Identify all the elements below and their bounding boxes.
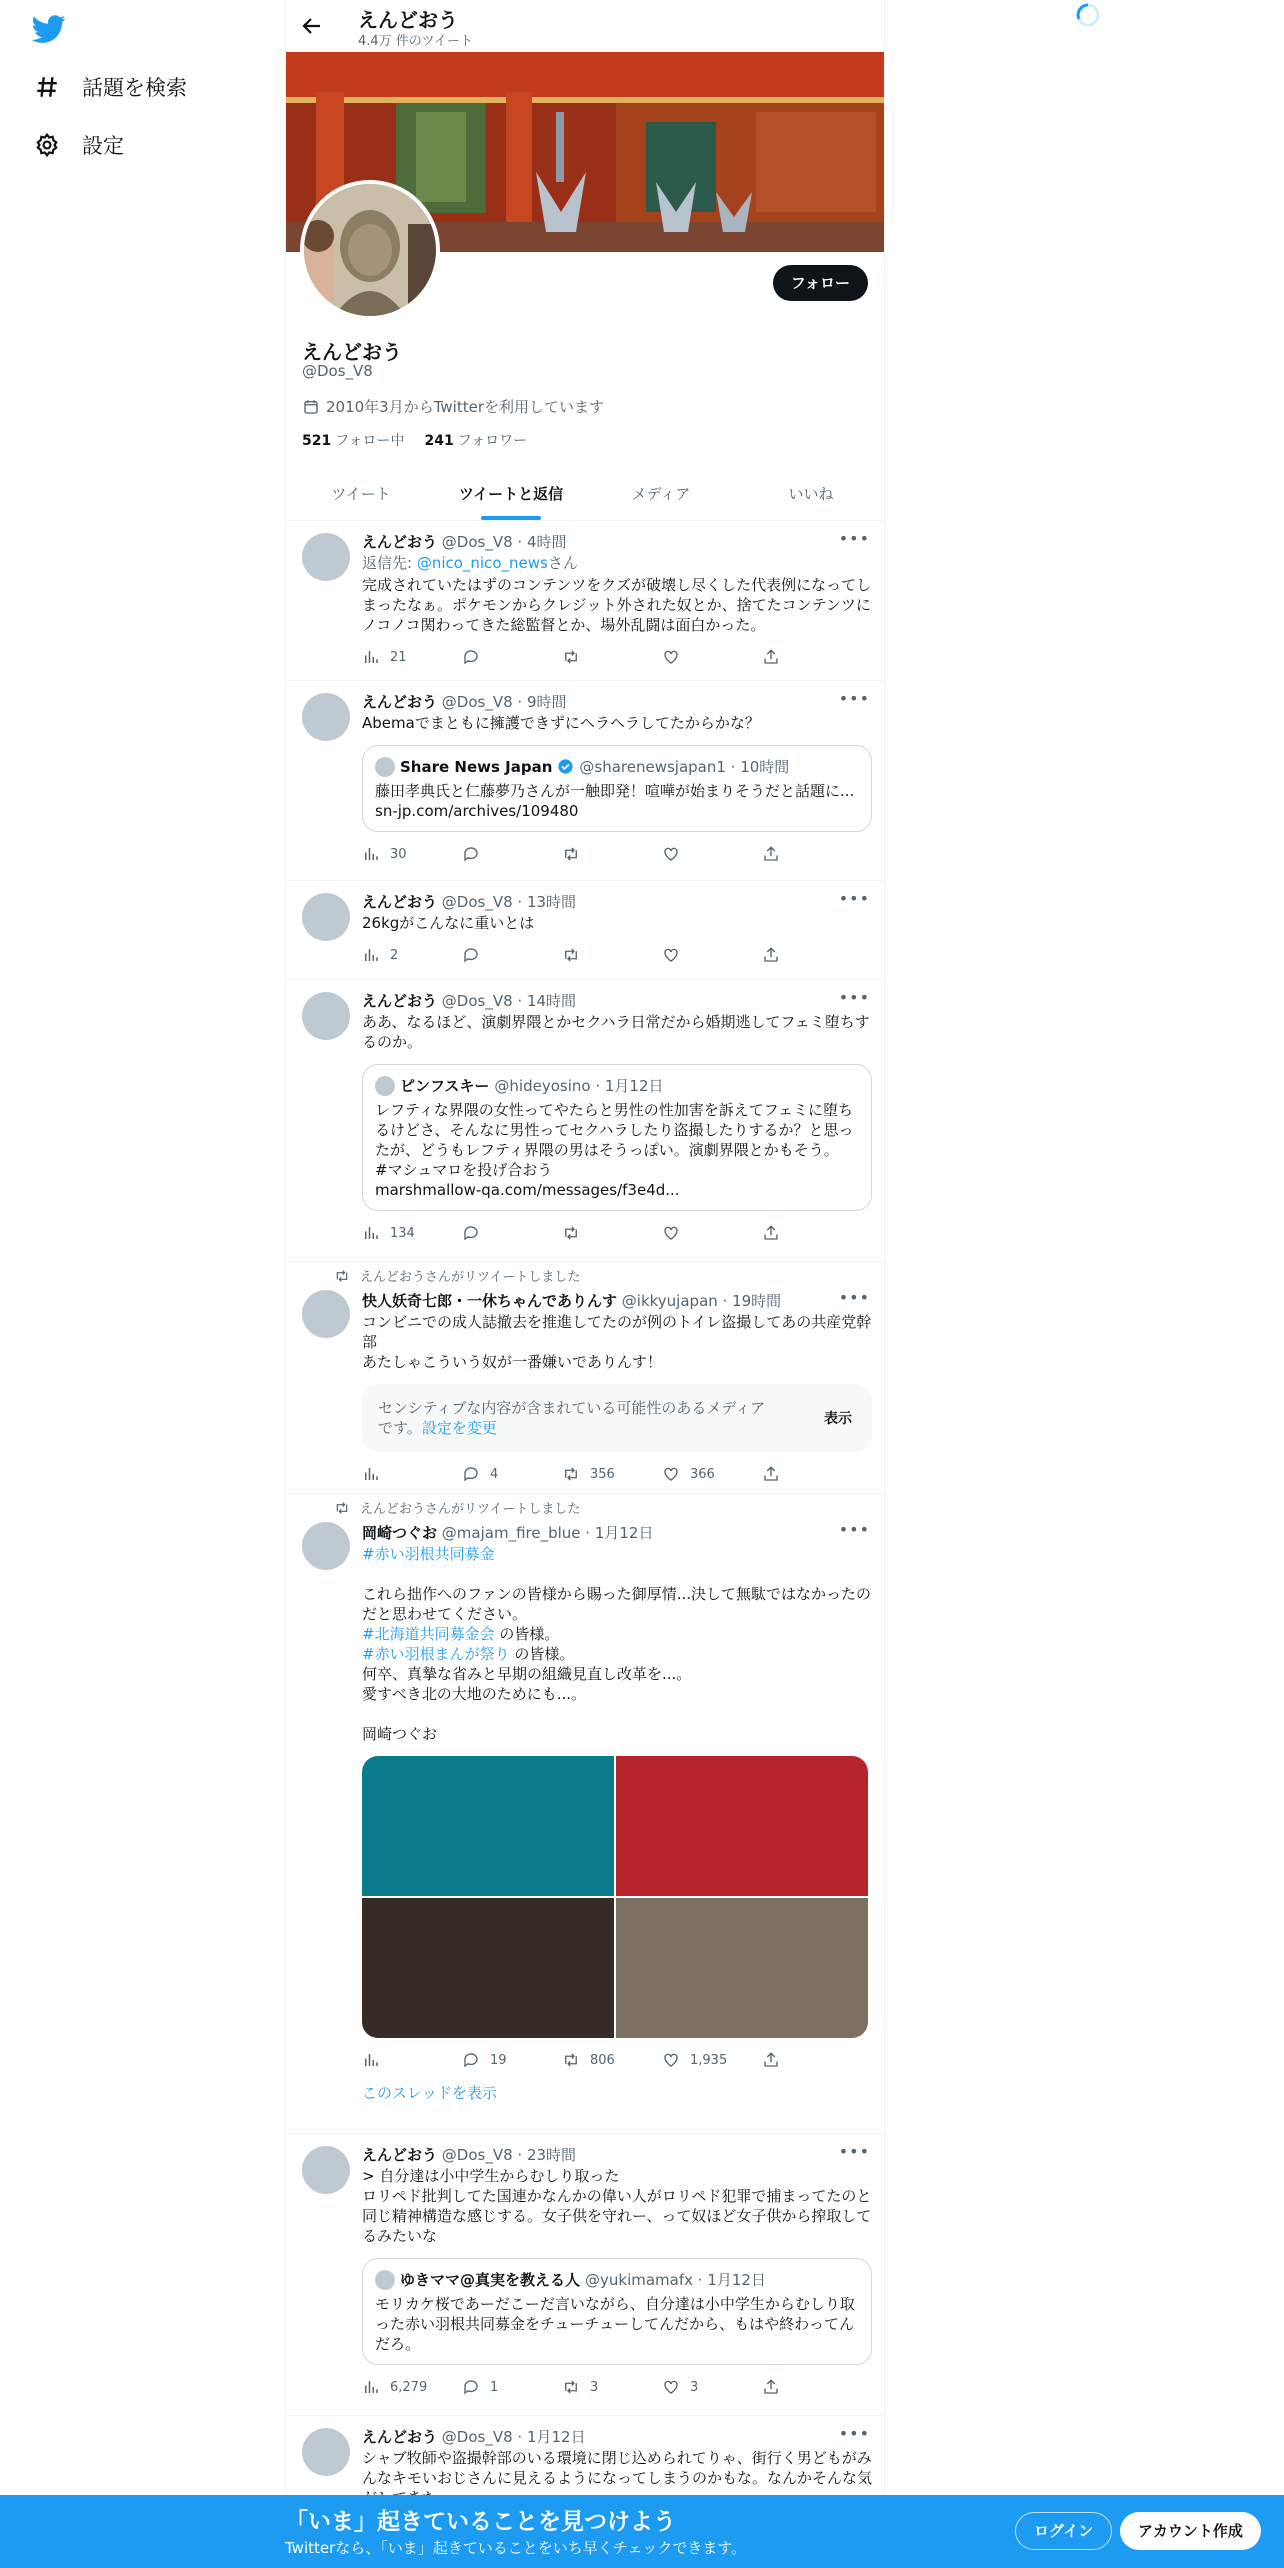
share-icon [762,2378,780,2396]
reply-handle-link[interactable]: @nico_nico_news [416,554,548,572]
views-button[interactable] [362,845,462,863]
tweet-author-name[interactable]: えんどおう [362,533,438,551]
reply-icon [462,845,480,863]
reply-icon [462,2378,480,2396]
following-count: 521 [302,433,332,449]
quote-tweet[interactable] [362,1064,872,1211]
following-label: フォロー中 [335,433,405,449]
quote-meta: @hideyosino · 1月12日 [494,1077,664,1095]
tweet-text: 26kgがこんなに重いとは [362,914,535,932]
heart-icon [662,946,680,964]
quote-author-name: Share News Japan [400,757,553,776]
quote-tweet[interactable] [362,745,872,832]
reply-button[interactable] [462,2378,562,2396]
views-icon [362,845,380,863]
retweet-icon [562,648,580,666]
sensitive-media-text [378,1398,778,1438]
heart-icon [662,1465,680,1483]
tweet-actions [362,647,872,667]
retweet-button[interactable] [562,845,662,863]
reply-count: 19 [490,2052,507,2068]
reply-button[interactable] [462,1465,562,1483]
media-image[interactable] [362,1756,614,1896]
reply-icon [462,1224,480,1242]
media-image[interactable] [362,1898,614,2038]
tweet-author-name[interactable]: えんどおう [362,893,438,911]
loading-spinner-icon [1075,2,1101,28]
tab-tweets[interactable]: ツイート [331,485,391,503]
profile-avatar[interactable] [300,180,440,320]
tweet-actions [362,1223,872,1243]
share-button[interactable] [762,1465,780,1483]
profile-name: えんどおう [302,340,402,364]
like-count: 3 [690,2379,699,2395]
quote-text: 藤田孝典氏と仁藤夢乃さんが一触即発！喧嘩が始まりそうだと話題に... sn-jp.com/archives/109480 [375,782,855,820]
tweet-avatar[interactable] [302,693,350,741]
sensitive-media-warning [362,1384,872,1452]
tweet[interactable] [286,1262,885,1494]
retweet-button[interactable] [562,1224,662,1242]
header-title: えんどおう [358,8,458,32]
tweet-author-name[interactable]: えんどおう [362,2146,438,2164]
more-icon[interactable]: ••• [838,1520,870,1539]
tweet-avatar[interactable] [302,2146,350,2194]
reply-icon [462,946,480,964]
nav-settings[interactable] [34,119,124,171]
tweet-meta: @ikkyujapan · 19時間 [621,1292,782,1310]
retweet-count: 356 [590,1466,615,1482]
retweet-icon [562,845,580,863]
views-button[interactable] [362,2051,462,2069]
retweet-icon [562,2051,580,2069]
views-icon [362,2378,380,2396]
tweet-meta: @Dos_V8 · 1月12日 [441,2428,586,2446]
gear-icon [34,132,60,158]
profile-avatar-image [304,184,436,316]
share-icon [762,2051,780,2069]
share-button[interactable] [762,946,780,964]
followers-link[interactable] [425,430,528,450]
share-icon [762,845,780,863]
quote-text: モリカケ桜であーだこーだ言いながら、自分達は小中学生からむしり取った赤い羽根共同募金をチューチューしてんだから、もはや終わってんだろ。 [375,2295,855,2353]
reply-to-line [362,553,872,573]
hashtag-link[interactable]: #北海道共同募金会 [362,1625,495,1643]
reply-button[interactable] [462,1224,562,1242]
show-thread-link[interactable]: このスレッドを表示 [362,2084,497,2102]
share-icon [762,1224,780,1242]
views-count: 21 [390,649,407,665]
signup-banner [0,2495,1284,2568]
reply-button[interactable] [462,2051,562,2069]
views-button[interactable] [362,1224,462,1242]
tweet-actions [362,844,872,864]
tweet[interactable] [286,881,885,980]
nav-settings-label: 設定 [82,134,124,158]
quote-text: レフティな界隈の女性ってやたらと男性の性加害を訴えてフェミに堕ちるけどさ、そんなに男性ってセクハラしたり盗撮したりするか？と思ったが、どうもレフティ界隈の男はそうっぽい。演劇界隈とかもそう。 #マシュマロを投げ合おう marshmallow-qa.com/messages/f3e4d... [375,1101,854,1199]
tweet[interactable] [286,2134,885,2416]
followers-count: 241 [424,433,454,449]
signup-button[interactable]: アカウント作成 [1120,2512,1261,2550]
heart-icon [662,2378,680,2396]
media-image[interactable] [616,1756,868,1896]
heart-icon [662,845,680,863]
tweet-meta: @Dos_V8 · 23時間 [441,2146,577,2164]
tab-likes[interactable]: いいね [788,485,834,503]
quote-author-name: ピンフスキー [400,1077,490,1095]
share-icon [762,946,780,964]
tweet-actions [362,1464,872,1484]
tweet-meta: @majam_fire_blue · 1月12日 [441,1524,654,1542]
tweet-actions [362,2050,872,2070]
tab-media[interactable]: メディア [631,485,691,503]
tweet-text-part: 何卒、真摯な省みと早期の組織見直し改革を...。 愛すべき北の大地のためにも...。 岡崎つぐお [362,1665,692,1743]
media-image[interactable] [616,1898,868,2038]
like-count: 1,935 [690,2052,728,2068]
retweet-button[interactable] [562,946,662,964]
reply-count: 1 [490,2379,499,2395]
tweet-text: > 自分達は小中学生からむしり取った ロリペド批判してた国連かなんかの偉い人がロリペド犯罪で捕まってたのと同じ精神構造な感じする。女子供を守れー、って奴ほど女子供から搾取してるみたいな [362,2167,872,2245]
tweet-avatar[interactable] [302,992,350,1040]
reply-button[interactable] [462,946,562,964]
tab-tweets-and-replies[interactable]: ツイートと返信 [436,468,586,520]
tweet-meta: @Dos_V8 · 14時間 [441,992,577,1010]
tweet-author-name[interactable]: 快人妖奇七郎・一休ちゃんでありんす [362,1292,618,1310]
quote-avatar [375,757,395,777]
tweet-actions [362,2377,872,2397]
reply-prefix: 返信先: [362,554,417,572]
quote-tweet[interactable] [362,2258,872,2365]
hashtag-link[interactable]: #赤い羽根まんが祭り [362,1645,510,1663]
views-icon [362,1465,380,1483]
retweet-icon [334,1500,350,1516]
retweet-button[interactable] [562,648,662,666]
verified-badge-icon [557,758,574,775]
retweet-icon [562,1224,580,1242]
more-icon[interactable]: ••• [838,889,870,908]
tweet-author-name[interactable]: えんどおう [362,2428,438,2446]
heart-icon [662,2051,680,2069]
tweet-avatar[interactable] [302,893,350,941]
tweet-avatar[interactable] [302,1290,350,1338]
sensitive-message: センシティブな内容が含まれている可能性のあるメディアです。 [378,1399,766,1437]
more-icon[interactable]: ••• [838,2424,870,2443]
profile-header-bar [286,0,885,52]
share-icon [762,1465,780,1483]
views-icon [362,946,380,964]
views-icon [362,2051,380,2069]
like-button[interactable] [662,946,762,964]
profile-tabs [286,468,885,521]
views-count: 134 [390,1225,415,1241]
retweet-icon [562,1465,580,1483]
tweet[interactable] [286,681,885,881]
login-button[interactable]: ログイン [1015,2512,1112,2550]
share-button[interactable] [762,1224,780,1242]
retweeted-by-line [334,1266,580,1285]
views-count: 2 [390,947,399,963]
hashtag-icon [34,74,60,100]
retweet-icon [562,946,580,964]
quote-meta: @sharenewsjapan1 · 10時間 [579,758,790,776]
tweet-text [362,1544,872,1744]
back-arrow-icon[interactable] [300,14,324,38]
heart-icon [662,1224,680,1242]
tweet-text-part: の皆様。 [509,1645,575,1663]
more-icon[interactable]: ••• [838,689,870,708]
header-tweet-count: 4.4万 件のツイート [358,34,473,49]
tweet[interactable] [286,521,885,681]
more-icon[interactable]: ••• [838,2142,870,2161]
hashtag-link[interactable]: #赤い羽根共同募金 [362,1545,495,1563]
reply-icon [462,648,480,666]
reply-icon [462,2051,480,2069]
like-count: 366 [690,1466,715,1482]
change-settings-link[interactable]: 設定を変更 [421,1419,497,1437]
reply-count: 4 [490,1466,499,1482]
like-button[interactable] [662,1224,762,1242]
tweet-text: シャブ牧師や盗撮幹部のいる環境に閉じ込められてりゃ、街行く男どもがみんなキモいおじさんに見えるようになってしまうのかもな。なんかそんな気 [362,2449,873,2487]
like-button[interactable] [662,1465,762,1483]
tweet-meta: @Dos_V8 · 9時間 [441,693,567,711]
profile-handle: @Dos_V8 [302,362,373,380]
following-link[interactable] [302,430,405,450]
show-media-button[interactable]: 表示 [824,1411,852,1427]
tweet-actions [362,945,872,965]
share-button[interactable] [762,845,780,863]
views-count: 30 [390,846,407,862]
share-icon [762,648,780,666]
signup-banner-title: 「いま」起きていることを見つけよう [285,2509,676,2535]
reply-button[interactable] [462,648,562,666]
tweet-text: ああ、なるほど、演劇界隈とかセクハラ日常だから婚期逃してフェミ堕ちするのか。 [362,1013,870,1051]
views-button[interactable] [362,946,462,964]
more-icon[interactable]: ••• [838,988,870,1007]
followers-label: フォロワー [457,433,528,449]
media-grid [362,1756,868,2038]
tweet[interactable] [286,980,885,1262]
tweet-meta: @Dos_V8 · 4時間 [441,533,567,551]
views-icon [362,1224,380,1242]
retweeted-by-text[interactable]: えんどおうさんがリツイートしました [360,1270,581,1285]
views-button[interactable] [362,2378,462,2396]
heart-icon [662,648,680,666]
retweet-button[interactable] [562,1465,662,1483]
reply-button[interactable] [462,845,562,863]
retweet-count: 806 [590,2052,615,2068]
views-button[interactable] [362,1465,462,1483]
retweeted-by-text[interactable]: えんどおうさんがリツイートしました [360,1502,581,1517]
tweet-avatar[interactable] [302,1522,350,1570]
like-button[interactable] [662,2378,762,2396]
calendar-icon [302,398,320,416]
reply-suffix: さん [547,554,578,572]
share-button[interactable] [762,648,780,666]
like-button[interactable] [662,845,762,863]
tweet-text: コンビニでの成人誌撤去を推進してたのが例のトイレ盗撮してあの共産党幹部 あたしゃこういう奴が一番嫌いでありんす！ [362,1313,872,1371]
share-button[interactable] [762,2051,780,2069]
views-count: 6,279 [390,2379,428,2395]
tweet-author-name[interactable]: 岡崎つぐお [362,1524,438,1542]
main-column [285,0,885,2568]
retweeted-by-line [334,1498,580,1517]
retweet-icon [562,2378,580,2396]
tweet-text-part: これら拙作へのファンの皆様から賜った御厚情...決して無駄ではなかったのだと思わせてください。 [362,1585,872,1623]
tweet-text: 完成されていたはずのコンテンツをクズが破壊し尽くした代表例になってしまったなぁ。ポケモンからクレジット外された奴とか、捨てたコンテンツにノコノコ関わってきた総監督とか、場外乱闘は面白かった。 [362,576,872,634]
like-button[interactable] [662,648,762,666]
profile-joined [302,396,604,417]
reply-icon [462,1465,480,1483]
views-button[interactable] [362,648,462,666]
views-icon [362,648,380,666]
quote-author-name: ゆきママ@真実を教える人 [400,2271,581,2289]
profile-joined-text: 2010年3月からTwitterを利用しています [326,398,604,416]
follow-button[interactable]: フォロー [773,265,868,301]
tweet-meta: @Dos_V8 · 13時間 [441,893,577,911]
retweet-count: 3 [590,2379,599,2395]
signup-banner-subtitle: Twitterなら、「いま」起きていることをいち早くチェックできます。 [285,2539,747,2557]
quote-avatar [375,2270,395,2290]
quote-avatar [375,1076,395,1096]
like-button[interactable] [662,2051,762,2069]
nav-explore[interactable] [34,61,187,113]
tweet-text-part: の皆様。 [494,1625,560,1643]
share-button[interactable] [762,2378,780,2396]
more-icon[interactable]: ••• [838,529,870,548]
tweet-avatar[interactable] [302,2428,350,2476]
tweet-text: Abemaでまともに擁護できずにヘラヘラしてたからかな？ [362,714,760,732]
tweet[interactable] [286,1494,885,2134]
retweet-icon [334,1268,350,1284]
retweet-button[interactable] [562,2378,662,2396]
quote-meta: @yukimamafx · 1月12日 [585,2271,766,2289]
tweet-author-name[interactable]: えんどおう [362,992,438,1010]
nav-explore-label: 話題を検索 [82,76,187,100]
retweet-button[interactable] [562,2051,662,2069]
tweet-avatar[interactable] [302,533,350,581]
more-icon[interactable]: ••• [838,1288,870,1307]
profile-stats [302,430,527,450]
twitter-logo-icon[interactable] [32,12,66,46]
tweet-author-name[interactable]: えんどおう [362,693,438,711]
